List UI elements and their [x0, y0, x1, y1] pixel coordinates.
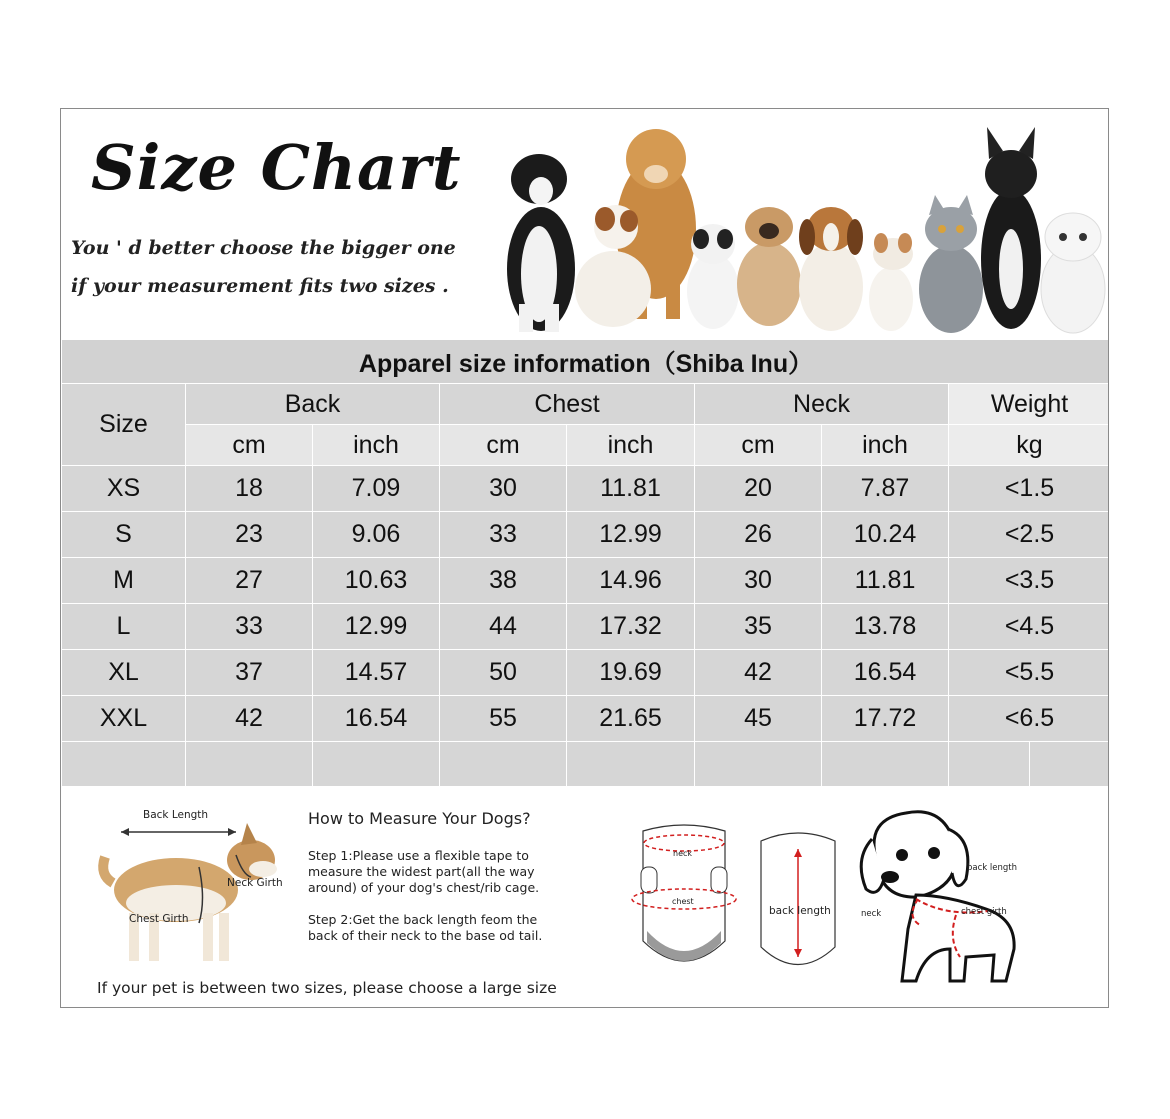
table-cell: <6.5 [949, 696, 1110, 742]
unit-header: cm [186, 425, 313, 466]
table-cell: XL [62, 650, 186, 696]
size-chart-frame [60, 108, 1109, 1008]
unit-header: cm [440, 425, 567, 466]
empty-cell [695, 742, 822, 787]
table-cell: <2.5 [949, 512, 1110, 558]
table-title: Apparel size information（Shiba Inu） [62, 340, 1110, 384]
table-cell: 42 [186, 696, 313, 742]
table-cell: 21.65 [567, 696, 695, 742]
weight-group-header: Weight [949, 384, 1110, 425]
table-cell: XXL [62, 696, 186, 742]
chest-girth-label: Chest Girth [129, 913, 189, 925]
neck-group-header: Neck [695, 384, 949, 425]
terrier-puppy-icon [687, 224, 739, 329]
measure-guide [61, 791, 1109, 1008]
table-cell: 16.54 [822, 650, 949, 696]
chest-label: chest [672, 897, 694, 906]
table-cell: S [62, 512, 186, 558]
border-collie-icon [507, 154, 575, 332]
table-cell: 11.81 [567, 466, 695, 512]
table-cell: 38 [440, 558, 567, 604]
table-cell: 18 [186, 466, 313, 512]
empty-cell [62, 742, 186, 787]
grey-cat-icon [919, 195, 983, 333]
table-cell: 12.99 [567, 512, 695, 558]
empty-cell [440, 742, 567, 787]
puppy-neck-label: neck [861, 909, 882, 919]
table-row [62, 696, 1110, 742]
empty-cell [186, 742, 313, 787]
table-cell: 7.09 [313, 466, 440, 512]
puppy-back-length-label: back length [967, 863, 1017, 873]
table-cell: 7.87 [822, 466, 949, 512]
chest-group-header: Chest [440, 384, 695, 425]
chihuahua-icon [869, 233, 913, 331]
table-cell: XS [62, 466, 186, 512]
unit-header: inch [313, 425, 440, 466]
puppy-chest-girth-label: chest girth [961, 907, 1007, 917]
table-cell: <4.5 [949, 604, 1110, 650]
table-cell: 45 [695, 696, 822, 742]
table-cell: 16.54 [313, 696, 440, 742]
back-length-label: Back Length [143, 809, 209, 821]
table-cell: <3.5 [949, 558, 1110, 604]
table-cell: 50 [440, 650, 567, 696]
unit-header: inch [567, 425, 695, 466]
size-column-header: Size [62, 384, 186, 466]
table-cell: 27 [186, 558, 313, 604]
step-1-text: Step 1:Please use a flexible tape to measure the widest part(all the way around) of your dog's chest/rib cage. [308, 848, 540, 895]
back-length-garment-label: back length [769, 905, 831, 917]
how-to-measure-heading: How to Measure Your Dogs? [308, 809, 531, 828]
back-group-header: Back [186, 384, 440, 425]
table-cell: 42 [695, 650, 822, 696]
unit-header: kg [949, 425, 1110, 466]
french-bulldog-icon [981, 127, 1041, 329]
table-cell: 30 [440, 466, 567, 512]
empty-cell [949, 742, 1030, 787]
table-row [62, 512, 1110, 558]
neck-label: neck [673, 849, 693, 858]
white-persian-cat-icon [1041, 213, 1105, 333]
table-cell: 35 [695, 604, 822, 650]
empty-cell [822, 742, 949, 787]
table-cell: 17.32 [567, 604, 695, 650]
table-cell: <5.5 [949, 650, 1110, 696]
table-cell: 55 [440, 696, 567, 742]
unit-header: inch [822, 425, 949, 466]
empty-cell [567, 742, 695, 787]
table-cell: <1.5 [949, 466, 1110, 512]
table-cell: 37 [186, 650, 313, 696]
table-cell: 23 [186, 512, 313, 558]
step-2-text: Step 2:Get the back length feom the back of their neck to the base od tail. [308, 912, 543, 943]
empty-cell [1030, 742, 1110, 787]
table-cell: 10.24 [822, 512, 949, 558]
table-cell: 33 [440, 512, 567, 558]
table-cell: 44 [440, 604, 567, 650]
table-cell: 10.63 [313, 558, 440, 604]
table-cell: 30 [695, 558, 822, 604]
table-row [62, 650, 1110, 696]
beagle-puppy-icon [799, 207, 863, 331]
table-cell: M [62, 558, 186, 604]
table-cell: L [62, 604, 186, 650]
tip-line-1: You ' d better choose the bigger one [71, 237, 456, 259]
table-row [62, 558, 1110, 604]
between-sizes-note: If your pet is between two sizes, please choose a large size [97, 979, 557, 997]
table-cell: 14.96 [567, 558, 695, 604]
page-title: Size Chart [91, 131, 462, 204]
table-row [62, 466, 1110, 512]
table-cell: 11.81 [822, 558, 949, 604]
table-cell: 33 [186, 604, 313, 650]
table-cell: 13.78 [822, 604, 949, 650]
garment-back-diagram [753, 827, 843, 977]
table-cell: 17.72 [822, 696, 949, 742]
cartoon-puppy-diagram [856, 799, 1036, 989]
empty-cell [313, 742, 440, 787]
size-table [61, 339, 1109, 787]
table-cell: 20 [695, 466, 822, 512]
unit-header: cm [695, 425, 822, 466]
table-row [62, 604, 1110, 650]
table-cell: 19.69 [567, 650, 695, 696]
pets-lineup-image [501, 119, 1106, 339]
pekingese-icon [737, 207, 801, 326]
neck-girth-label: Neck Girth [227, 877, 283, 889]
table-cell: 26 [695, 512, 822, 558]
table-cell: 14.57 [313, 650, 440, 696]
table-cell: 12.99 [313, 604, 440, 650]
table-cell: 9.06 [313, 512, 440, 558]
tip-line-2: if your measurement fits two sizes . [71, 275, 449, 297]
empty-table-row [62, 742, 1110, 787]
